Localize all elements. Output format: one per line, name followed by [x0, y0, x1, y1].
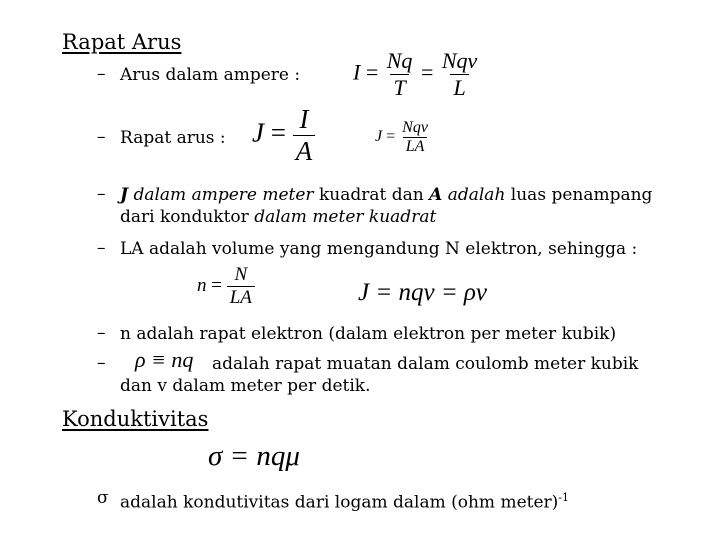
- text-italic: dalam ampere meter: [128, 185, 319, 205]
- bullet-conductivity-description: [120, 487, 569, 514]
- equation-current: [353, 48, 480, 101]
- exponent: -1: [558, 491, 569, 504]
- fraction-denominator: A: [293, 135, 316, 167]
- equation-current-density-small: [375, 119, 431, 156]
- text-plain: luas penampang: [510, 185, 653, 205]
- sigma-symbol: σ: [97, 488, 109, 508]
- fraction-nqv-over-la: [399, 119, 431, 156]
- eq-equals: =: [420, 59, 434, 85]
- text-plain: dari konduktor: [120, 207, 255, 227]
- eq-equals: =: [386, 128, 396, 146]
- bullet-dash: –: [97, 127, 106, 147]
- bullet-la-volume: LA adalah volume yang mengandung N elektron, sehingga :: [120, 239, 638, 259]
- text-plain: adalah kondutivitas dari logam dalam (ohm meter): [120, 492, 559, 513]
- bullet-dash: –: [97, 238, 106, 258]
- equation-conductivity: σ = nqμ: [208, 440, 300, 472]
- fraction-denominator: T: [390, 74, 408, 101]
- fraction-numerator: Nqv: [441, 48, 478, 73]
- fraction-denominator: LA: [227, 286, 255, 309]
- text-plain: kuadrat dan: [318, 185, 430, 205]
- eq-lhs: I: [353, 59, 361, 85]
- bullet-dash: –: [97, 353, 106, 373]
- bullet-j-description-line2: [120, 206, 436, 228]
- eq-equals: =: [270, 117, 286, 148]
- equation-electron-density: [197, 264, 255, 309]
- section-title-konduktivitas: Konduktivitas: [62, 407, 209, 431]
- equation-current-density-large: [252, 104, 315, 167]
- bullet-dash: –: [97, 184, 106, 204]
- text-italic: adalah: [442, 185, 511, 205]
- fraction-i-over-a: [293, 104, 316, 167]
- fraction-nqv-over-l: [439, 48, 480, 101]
- equation-rho-nq: ρ ≡ nq: [135, 347, 194, 372]
- fraction-numerator: I: [299, 104, 309, 134]
- equation-j-nqv-rhov: J = nqv = ρv: [358, 279, 488, 306]
- fraction-numerator: Nq: [386, 48, 413, 73]
- fraction-n-over-la: [227, 264, 255, 309]
- bullet-arus-dalam-ampere: Arus dalam ampere :: [120, 65, 301, 85]
- eq-equals: =: [365, 59, 379, 85]
- eq-lhs: n: [197, 274, 207, 296]
- section-title-rapat-arus: Rapat Arus: [62, 30, 182, 54]
- eq-lhs: J: [252, 117, 264, 148]
- bullet-rho-line2: dan v dalam meter per detik.: [120, 376, 371, 396]
- bullet-n-electron-density: n adalah rapat elektron (dalam elektron per meter kubik): [120, 324, 617, 344]
- bullet-rho-charge-density: adalah rapat muatan dalam coulomb meter kubik: [212, 354, 639, 374]
- bullet-dash: –: [97, 323, 106, 343]
- fraction-denominator: LA: [403, 137, 428, 156]
- bullet-j-description: [120, 184, 652, 206]
- fraction-numerator: Nqv: [402, 119, 428, 136]
- bullet-dash: –: [97, 64, 106, 84]
- fraction-nq-over-t: [384, 48, 416, 101]
- eq-equals: =: [211, 274, 222, 296]
- symbol-a: A: [429, 185, 443, 205]
- eq-lhs: J: [375, 128, 383, 146]
- bullet-rapat-arus: Rapat arus :: [120, 128, 226, 148]
- symbol-j: J: [120, 185, 129, 205]
- fraction-denominator: L: [450, 74, 468, 101]
- text-italic: dalam meter kuadrat: [254, 207, 437, 227]
- fraction-numerator: N: [234, 264, 248, 285]
